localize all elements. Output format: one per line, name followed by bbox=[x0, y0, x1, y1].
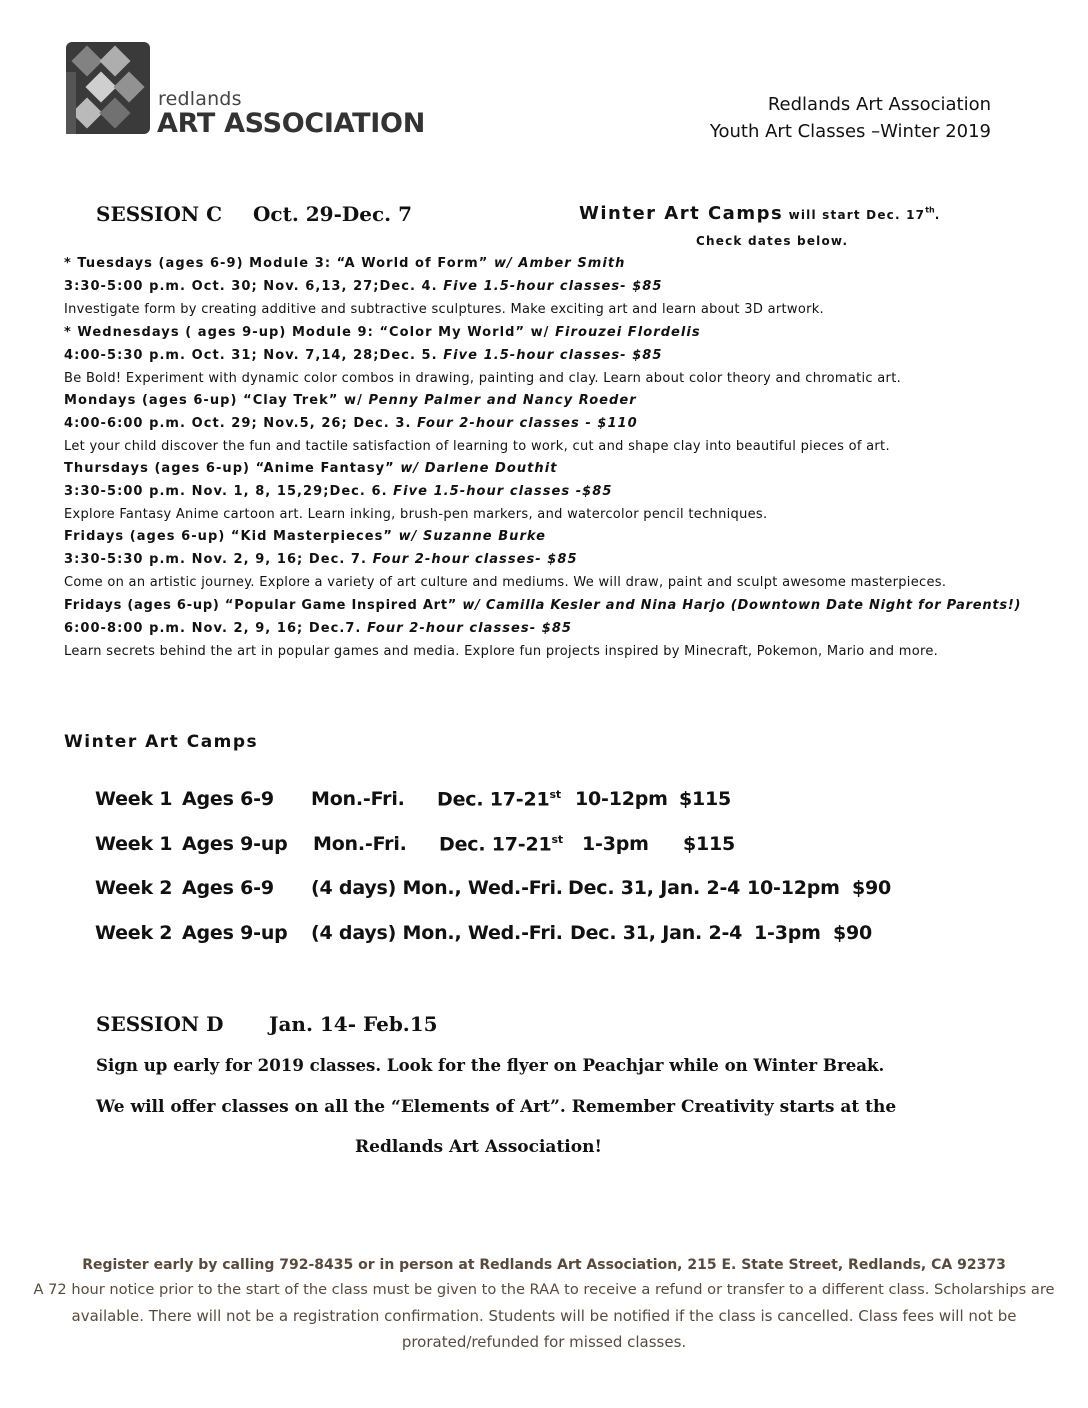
camps-announcement-sup: th bbox=[925, 205, 935, 215]
camps-section-title: Winter Art Camps bbox=[64, 732, 259, 752]
class-title bbox=[64, 256, 625, 271]
logo-mark-icon bbox=[66, 42, 150, 134]
camp-week: Week 1 bbox=[95, 833, 173, 855]
class-description: Come on an artistic journey. Explore a variety of art culture and mediums. We will draw, paint and sculpt awesome masterpieces. bbox=[64, 575, 947, 590]
class-schedule bbox=[64, 621, 572, 636]
session-d-line3: Redlands Art Association! bbox=[355, 1137, 602, 1157]
class-schedule-text: 3:30-5:30 p.m. Nov. 2, 9, 16; Dec. 7. bbox=[64, 552, 373, 567]
camp-days: Mon.-Fri. bbox=[313, 833, 407, 855]
class-instructor: Penny Palmer and Nancy Roeder bbox=[368, 393, 637, 408]
footer-register: Register early by calling 792-8435 or in person at Redlands Art Association, 215 E. State Street, Redlands, CA 92373 bbox=[82, 1257, 1006, 1273]
camp-ages: Ages 9-up bbox=[182, 922, 288, 944]
session-d-dates: Jan. 14- Feb.15 bbox=[269, 1012, 438, 1036]
camp-price: $115 bbox=[679, 788, 732, 810]
camp-ages: Ages 9-up bbox=[182, 833, 288, 855]
camp-week: Week 1 bbox=[95, 788, 173, 810]
session-c-label: SESSION C bbox=[96, 202, 223, 226]
logo bbox=[66, 42, 426, 138]
class-schedule bbox=[64, 484, 612, 499]
class-schedule-text: 4:00-6:00 p.m. Oct. 29; Nov.5, 26; Dec. 3. bbox=[64, 416, 418, 431]
camp-dates bbox=[437, 788, 561, 810]
class-price: Four 2-hour classes- $85 bbox=[372, 552, 578, 567]
header-org-name: Redlands Art Association bbox=[767, 94, 991, 115]
class-title-text: Mondays (ages 6-up) “Clay Trek” w/ bbox=[64, 393, 369, 408]
camps-announcement bbox=[579, 203, 939, 224]
footer-policy-line2: available. There will not be a registration confirmation. Students will be notified if the class is cancelled. Class fees will not be bbox=[71, 1307, 1017, 1325]
class-description: Let your child discover the fun and tactile satisfaction of learning to work, cut and shape clay into beautiful pieces of art. bbox=[64, 439, 890, 454]
camp-price: $115 bbox=[683, 833, 736, 855]
class-schedule-text: 4:00-5:30 p.m. Oct. 31; Nov. 7,14, 28;Dec. 5. bbox=[64, 348, 444, 363]
class-title bbox=[64, 598, 1021, 613]
class-schedule bbox=[64, 416, 638, 431]
camp-time: 1-3pm bbox=[754, 922, 821, 944]
camp-dates-text: Dec. 17-21 bbox=[437, 788, 550, 811]
camp-week: Week 2 bbox=[95, 922, 173, 944]
class-description: Be Bold! Experiment with dynamic color combos in drawing, painting and clay. Learn about color theory and chromatic art. bbox=[64, 371, 902, 386]
camp-row bbox=[0, 833, 1088, 863]
camp-dates bbox=[439, 833, 563, 855]
session-c-dates: Oct. 29-Dec. 7 bbox=[253, 202, 412, 226]
camp-time: 10-12pm bbox=[747, 877, 840, 899]
camp-dates-text: Dec. 17-21 bbox=[439, 833, 552, 856]
camp-time: 10-12pm bbox=[575, 788, 668, 810]
class-title bbox=[64, 529, 546, 544]
footer bbox=[0, 1257, 1088, 1357]
camp-row bbox=[0, 922, 1088, 952]
camp-price: $90 bbox=[833, 922, 873, 944]
class-price: Five 1.5-hour classes -$85 bbox=[393, 484, 613, 499]
camp-dates: Dec. 31, Jan. 2-4 bbox=[568, 877, 741, 899]
class-title bbox=[64, 325, 701, 340]
class-schedule-text: 3:30-5:00 p.m. Oct. 30; Nov. 6,13, 27;Dec. 4. bbox=[64, 279, 444, 294]
class-price: Five 1.5-hour classes- $85 bbox=[443, 279, 663, 294]
class-schedule bbox=[64, 279, 662, 294]
class-description: Learn secrets behind the art in popular games and media. Explore fun projects inspired by Minecraft, Pokemon, Mario and more. bbox=[64, 644, 939, 659]
camp-week: Week 2 bbox=[95, 877, 173, 899]
camps-announcement-note: will start Dec. 17 bbox=[783, 208, 926, 222]
class-schedule bbox=[64, 552, 578, 567]
class-instructor: w/ Darlene Douthit bbox=[400, 461, 558, 476]
class-schedule-text: 3:30-5:00 p.m. Nov. 1, 8, 15,29;Dec. 6. bbox=[64, 484, 394, 499]
class-price: Four 2-hour classes- $85 bbox=[366, 621, 573, 636]
class-schedule-text: 6:00-8:00 p.m. Nov. 2, 9, 16; Dec.7. bbox=[64, 621, 367, 636]
camp-ages: Ages 6-9 bbox=[182, 788, 274, 810]
class-instructor: w/ Camilla Kesler and Nina Harjo (Downtown Date Night for Parents!) bbox=[462, 598, 1022, 613]
class-title-text: * Tuesdays (ages 6-9) Module 3: “A World of Form” bbox=[64, 256, 494, 271]
class-schedule bbox=[64, 348, 662, 363]
class-price: Five 1.5-hour classes- $85 bbox=[443, 348, 663, 363]
camp-days: (4 days) Mon., Wed.-Fri. bbox=[311, 877, 563, 899]
class-title-text: Thursdays (ages 6-up) “Anime Fantasy” bbox=[64, 461, 401, 476]
camp-days: Mon.-Fri. bbox=[311, 788, 405, 810]
camps-announcement-suffix: . bbox=[934, 208, 940, 222]
class-instructor: w/ Suzanne Burke bbox=[398, 529, 547, 544]
class-title-text: Fridays (ages 6-up) “Kid Masterpieces” bbox=[64, 529, 399, 544]
class-description: Explore Fantasy Anime cartoon art. Learn inking, brush-pen markers, and watercolor pencil techniques. bbox=[64, 507, 768, 522]
class-title bbox=[64, 461, 558, 476]
class-title-text: * Wednesdays ( ages 9-up) Module 9: “Color My World” w/ bbox=[64, 325, 556, 340]
camp-days: (4 days) Mon., Wed.-Fri. bbox=[311, 922, 563, 944]
camps-announcement-title: Winter Art Camps bbox=[579, 203, 784, 224]
session-d-line1: Sign up early for 2019 classes. Look for the flyer on Peachjar while on Winter Break. bbox=[96, 1055, 885, 1075]
check-dates-note: Check dates below. bbox=[696, 234, 849, 248]
camp-row bbox=[0, 788, 1088, 818]
camp-dates-sup: st bbox=[549, 788, 561, 801]
class-title-text: Fridays (ages 6-up) “Popular Game Inspired Art” bbox=[64, 598, 463, 613]
class-price: Four 2-hour classes - $110 bbox=[417, 416, 638, 431]
logo-small-text: redlands bbox=[158, 88, 242, 110]
camp-dates: Dec. 31, Jan. 2-4 bbox=[570, 922, 743, 944]
header-subtitle: Youth Art Classes –Winter 2019 bbox=[709, 121, 991, 142]
class-instructor: w/ Amber Smith bbox=[493, 256, 626, 271]
class-description: Investigate form by creating additive and subtractive sculptures. Make exciting art and learn about 3D artwork. bbox=[64, 302, 824, 317]
camp-time: 1-3pm bbox=[582, 833, 649, 855]
camp-price: $90 bbox=[852, 877, 892, 899]
camp-ages: Ages 6-9 bbox=[182, 877, 274, 899]
camp-dates-sup: st bbox=[551, 833, 563, 846]
class-instructor: Firouzei Flordelis bbox=[555, 325, 701, 340]
footer-policy-line1: A 72 hour notice prior to the start of the class must be given to the RAA to receive a refund or transfer to a different class. Scholarships are bbox=[33, 1281, 1055, 1298]
footer-policy-line3: prorated/refunded for missed classes. bbox=[401, 1333, 687, 1351]
camp-row bbox=[0, 877, 1088, 907]
session-d-line2: We will offer classes on all the “Elements of Art”. Remember Creativity starts at the bbox=[96, 1097, 897, 1117]
class-title bbox=[64, 393, 637, 408]
session-d-label: SESSION D bbox=[96, 1012, 224, 1036]
logo-big-text: ART ASSOCIATION bbox=[157, 108, 425, 139]
